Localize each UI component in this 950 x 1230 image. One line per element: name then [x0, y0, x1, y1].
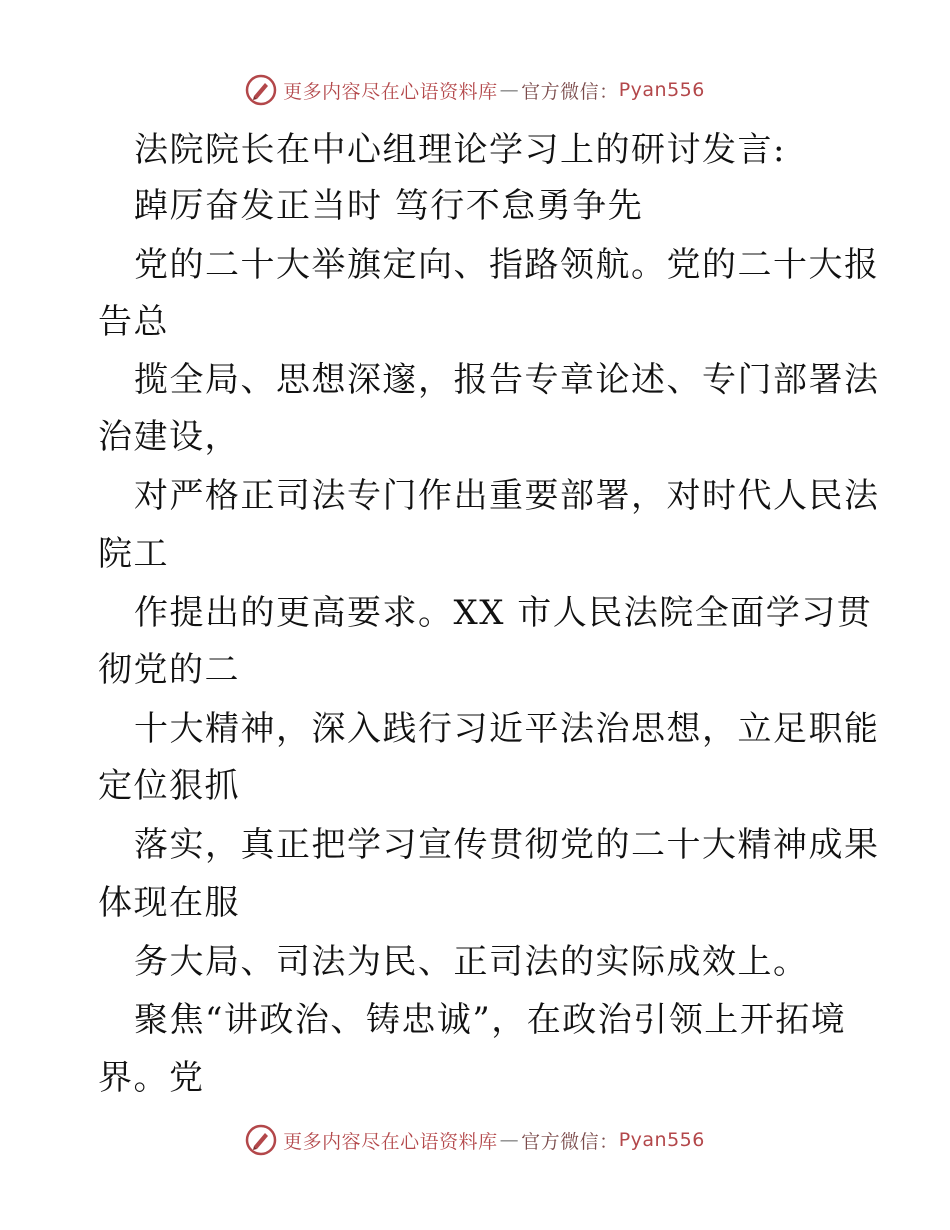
doc-line: 揽全局、思想深邃，报告专章论述、专门部署法	[134, 360, 880, 400]
doc-line: 十大精神，深入践行习近平法治思想，立足职能	[134, 709, 880, 749]
doc-line: 告总	[98, 302, 169, 342]
banner-account: Pyan556	[618, 1129, 705, 1151]
pen-logo-icon	[245, 1124, 277, 1156]
doc-line: 务大局、司法为民、正司法的实际成效上。	[134, 942, 809, 982]
doc-line: 作提出的更高要求。XX 市人民法院全面学习贯	[134, 593, 873, 633]
footer-banner	[0, 1120, 950, 1160]
doc-line: 党的二十大举旗定向、指路领航。党的二十大报	[134, 245, 880, 285]
doc-line: 彻党的二	[98, 650, 240, 690]
banner-account: Pyan556	[618, 79, 705, 101]
doc-line: 聚焦“讲政治、铸忠诚”，在政治引领上开拓境	[134, 1000, 847, 1040]
doc-line: 体现在服	[98, 883, 240, 923]
banner-text: 更多内容尽在心语资料库	[283, 80, 498, 103]
header-banner	[0, 70, 950, 110]
doc-line: 踔厉奋发正当时 笃行不怠勇争先	[134, 186, 644, 226]
banner-wechat-label: 官方微信：	[521, 80, 619, 103]
doc-line: 定位狠抓	[98, 766, 240, 806]
doc-line: 法院院长在中心组理论学习上的研讨发言:	[134, 130, 786, 170]
doc-line: 落实，真正把学习宣传贯彻党的二十大精神成果	[134, 825, 880, 865]
banner-separator: —	[499, 1129, 520, 1151]
doc-line: 界。党	[98, 1058, 205, 1098]
doc-line: 对严格正司法专门作出重要部署，对时代人民法	[134, 476, 880, 516]
banner-separator: —	[499, 79, 520, 101]
banner-wechat-label: 官方微信：	[521, 1130, 619, 1153]
doc-line: 治建设，	[98, 417, 240, 457]
doc-line: 院工	[98, 534, 169, 574]
pen-logo-icon	[245, 74, 277, 106]
banner-text: 更多内容尽在心语资料库	[283, 1130, 498, 1153]
